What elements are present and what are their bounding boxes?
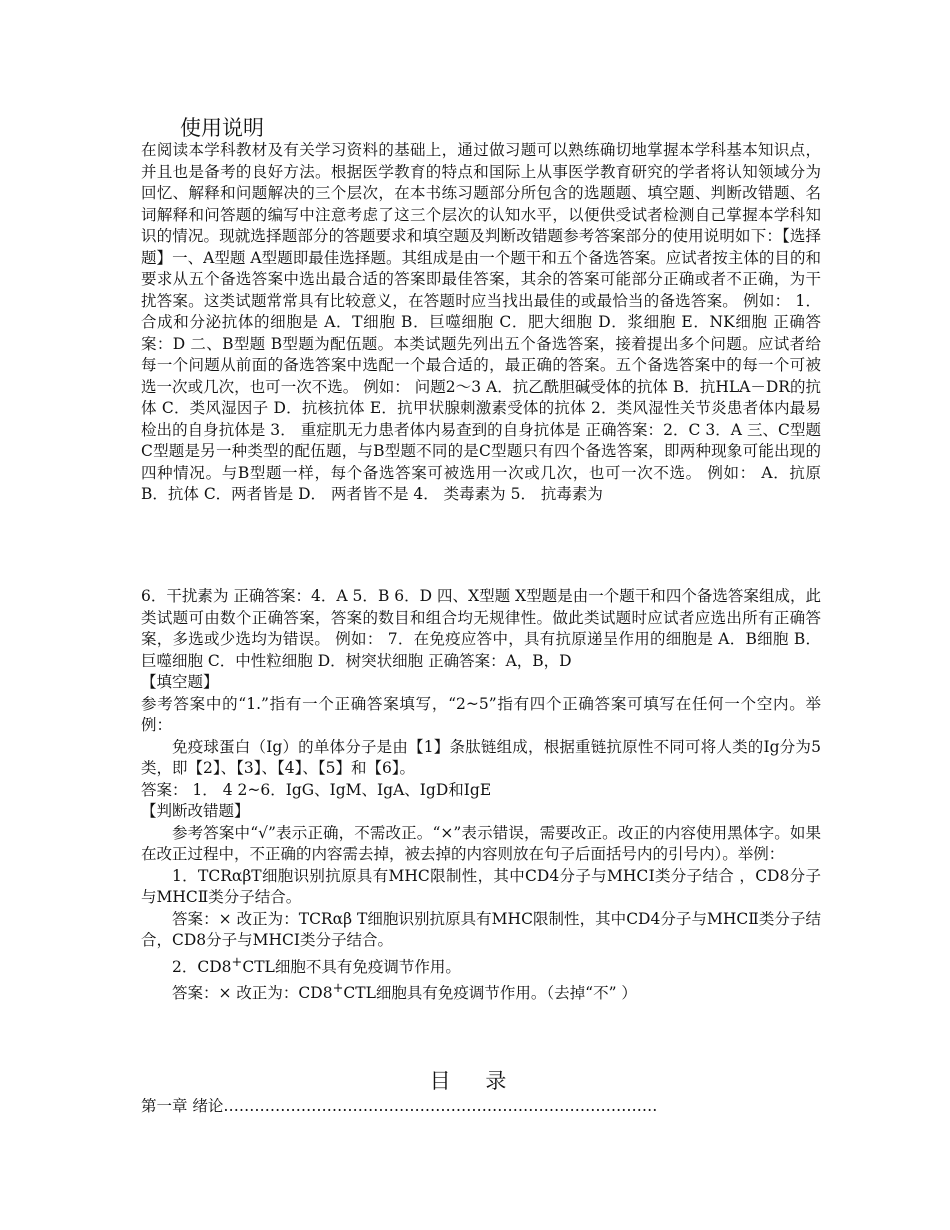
- judge-answer-2-post: CTL细胞具有免疫调节作用。（去掉“不” ）: [343, 984, 637, 1003]
- judge-answer-2-pre: 答案：× 改正为：CD8: [172, 984, 333, 1003]
- page-title: 使用说明: [180, 116, 264, 140]
- judge-question-2-post: CTL细胞不具有免疫调节作用。: [242, 957, 461, 976]
- judge-answer-2: [141, 978, 821, 1005]
- section-continued: [141, 586, 821, 1005]
- judge-question-2-pre: 2．CD8: [172, 957, 232, 976]
- toc-item-chapter-1[interactable]: 第一章 绪论…………………………………………………………………………: [141, 1097, 658, 1115]
- fill-heading: 【填空题】: [141, 673, 219, 691]
- section-intro-and-choice: [141, 140, 821, 506]
- intro-paragraph: 在阅读本学科教材及有关学习资料的基础上，通过做习题可以熟练确切地掌握本学科基本知识点，并且也是备考的良好方法。根据医学教育的特点和国际上从事医学教育研究的学者将认知领域分为回忆、解释和问题解决的三个层次，在本书练习题部分所包含的选题题、填空题、判断改错题、名词解释和问答题的编写中注意考虑了这三个层次的认知水平，以便供受试者检测自己掌握本学科知识的情况。现就选择题部分的答题要求和填空题及判断改错题参考答案部分的使用说明如下：: [141, 141, 821, 245]
- fill-example: 免疫球蛋白（Ig）的单体分子是由【1】条肽链组成，根据重链抗原性不同可将人类的Ig分为5类，即【2】、【3】、【4】、【5】和【6】。: [141, 737, 821, 777]
- judge-answer-1: 答案：× 改正为：TCRαβ T细胞识别抗原具有MHC限制性，其中CD4分子与MHCⅡ类分子结合，CD8分子与MHCⅠ类分子结合。: [141, 909, 821, 949]
- choice-questions-continued: 6．干扰素为 正确答案：4．A 5．B 6．D 四、X型题 X型题是由一个题干和四个备选答案组成，此类试题可由数个正确答案，答案的数目和组合均无规律性。做此类试题时应试者应选出所有正确答案，多选或少选均为错误。 例如： 7．在免疫应答中，具有抗原递呈作用的细胞是 A．B细胞 B．巨噬细胞 C．中性粒细胞 D．树突状细胞 正确答案：A，B，D: [141, 587, 821, 670]
- choice-questions-paragraph: 【选择题】一、A型题 A型题即最佳选择题。其组成是由一个题干和五个备选答案。应试者按主体的目的和要求从五个备选答案中选出最合适的答案即最佳答案，其余的答案可能部分正确或者不正确，为干扰答案。这类试题常常具有比较意义，在答题时应当找出最佳的或最恰当的备选答案。 例如： 1．合成和分泌抗体的细胞是 A．T细胞 B．巨噬细胞 C．肥大细胞 D．浆细胞 E．NK细胞 正确答案：D 二、B型题 B型题为配伍题。本类试题先列出五个备选答案，接着提出多个问题。应试者给每一个问题从前面的备选答案中选配一个最合适的，最正确的答案。五个备选答案中的每一个可被选一次或几次，也可一次不选。 例如： 问题2～3 A．抗乙酰胆碱受体的抗体 B．抗HLA－DR的抗体 C．类风湿因子 D．抗核抗体 E．抗甲状腺刺激素受体的抗体 2．类风湿性关节炎患者体内最易检出的自身抗体是 3． 重症肌无力患者体内易查到的自身抗体是 正确答案：2．C 3．A 三、C型题 C型题是另一种类型的配伍题，与B型题不同的是C型题只有四个备选答案，即两种现象可能出现的四种情况。与B型题一样，每个备选答案可被选用一次或几次，也可一次不选。 例如： A．抗原 B．抗体 C．两者皆是 D． 两者皆不是 4． 类毒素为 5． 抗毒素为: [141, 227, 821, 503]
- judge-answer-2-sup: +: [332, 981, 344, 997]
- judge-description: 参考答案中“√”表示正确，不需改正。“×”表示错误，需要改正。改正的内容使用黑体字。如果在改正过程中，不正确的内容需去掉，被去掉的内容则放在句子后面括号内的引号内）。举例：: [141, 823, 821, 863]
- fill-description: 参考答案中的“1.”指有一个正确答案填写，“2~5”指有四个正确答案可填写在任何一个空内。举例：: [141, 694, 821, 734]
- judge-question-1: 1．TCRαβT细胞识别抗原具有MHC限制性，其中CD4分子与MHCⅠ类分子结合 ，CD8分子与MHCⅡ类分子结合。: [141, 866, 821, 906]
- toc-title: 目 录: [429, 1069, 521, 1093]
- fill-answer: 答案： 1． 4 2~6．IgG、IgM、IgA、IgD和IgE: [141, 780, 492, 799]
- judge-heading: 【判断改错题】: [141, 802, 250, 820]
- judge-question-2: [141, 952, 821, 979]
- judge-question-2-sup: +: [231, 954, 243, 970]
